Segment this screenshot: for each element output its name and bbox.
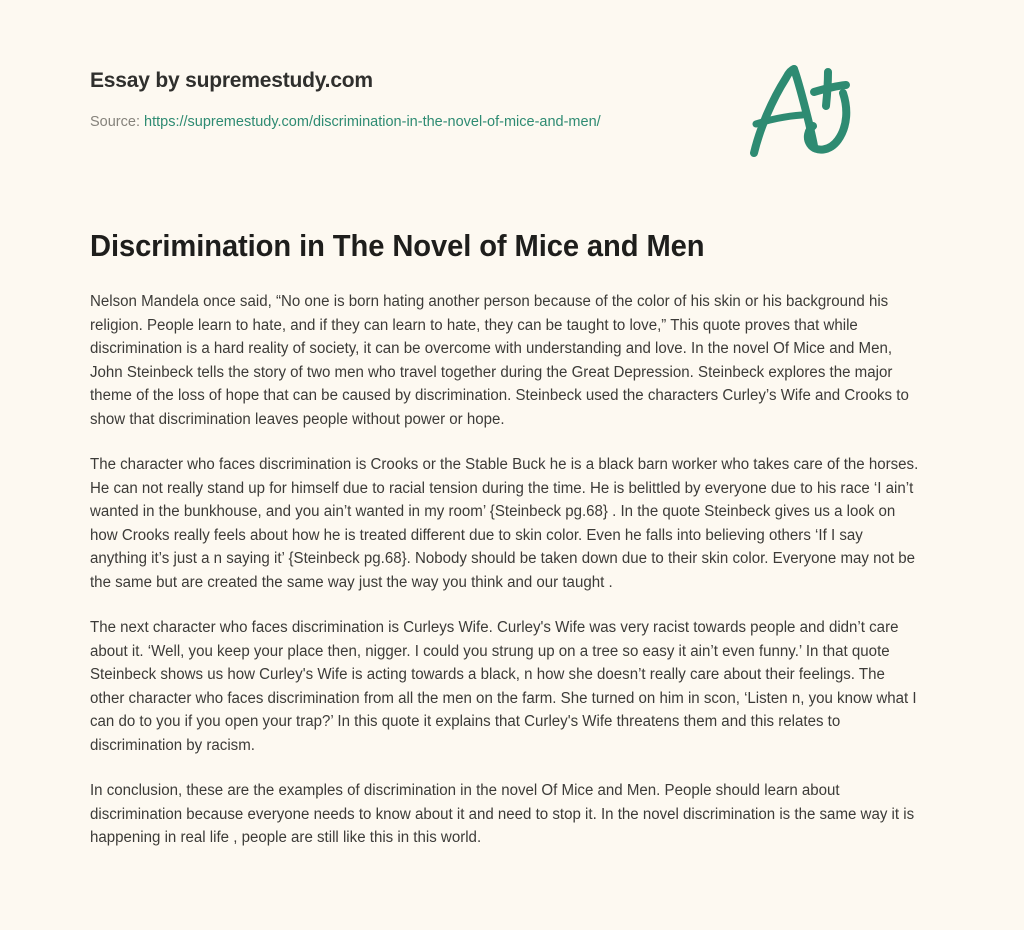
paragraph: The next character who faces discrimination is Curleys Wife. Curley's Wife was very racist towards people and didn’t care about it. ‘Well, you keep your place then, nigger. I could you strung up on a tree so easy it ain’t even funny.’ In that quote Steinbeck shows us how Curley's Wife is acting towards a black, n how she doesn’t really care about their feelings. The other character who faces discrimination from all the men on the farm. She turned on him in scon, ‘Listen n, you know what I can do to you if you open your trap?’ In this quote it explains that Curley's Wife threatens them and this relates to discrimination by racism.	[90, 619, 917, 754]
page-title: Discrimination in The Novel of Mice and Men	[90, 228, 705, 264]
paragraph: The character who faces discrimination is Crooks or the Stable Buck he is a black barn worker who takes care of the horses. He can not really stand up for himself due to racial tension during the time. He is belittled by everyone due to his race ‘I ain’t wanted in the bunkhouse, and you ain’t wanted in my room’ {Steinbeck pg.68} . In the quote Steinbeck gives us a look on how Crooks really feels about how he is treated different due to skin color. Even he falls into believing others ‘If I say anything it’s just a n saying it’ {Steinbeck pg.68}. Nobody should be taken down due to their skin color. Everyone may not be the same but are created the same way just the way you think and our taught .	[90, 456, 919, 591]
essay-byline: Essay by supremestudy.com	[90, 69, 373, 92]
page-header	[90, 0, 934, 132]
source-label: Source:	[90, 114, 140, 131]
paragraph: In conclusion, these are the examples of discrimination in the novel Of Mice and Men. People should learn about discrimination because everyone needs to know about it and need to stop it. In the novel discrimination is the same way it is happening in real life , people are still like this in this world.	[90, 782, 915, 847]
article-body	[90, 264, 934, 850]
paragraph: Nelson Mandela once said, “No one is born hating another person because of the color of his skin or his background his religion. People learn to hate, and if they can learn to hate, they can be taught to love,” This quote proves that while discrimination is a hard reality of society, it can be overcome with understanding and love. In the novel Of Mice and Men, John Steinbeck tells the story of two men who travel together during the Great Depression. Steinbeck explores the major theme of the loss of hope that can be caused by discrimination. Steinbeck used the characters Curley’s Wife and Crooks to show that discrimination leaves people without power or hope.	[90, 293, 909, 428]
source-url-link[interactable]: https://supremestudy.com/discrimination-in-the-novel-of-mice-and-men/	[144, 114, 601, 131]
